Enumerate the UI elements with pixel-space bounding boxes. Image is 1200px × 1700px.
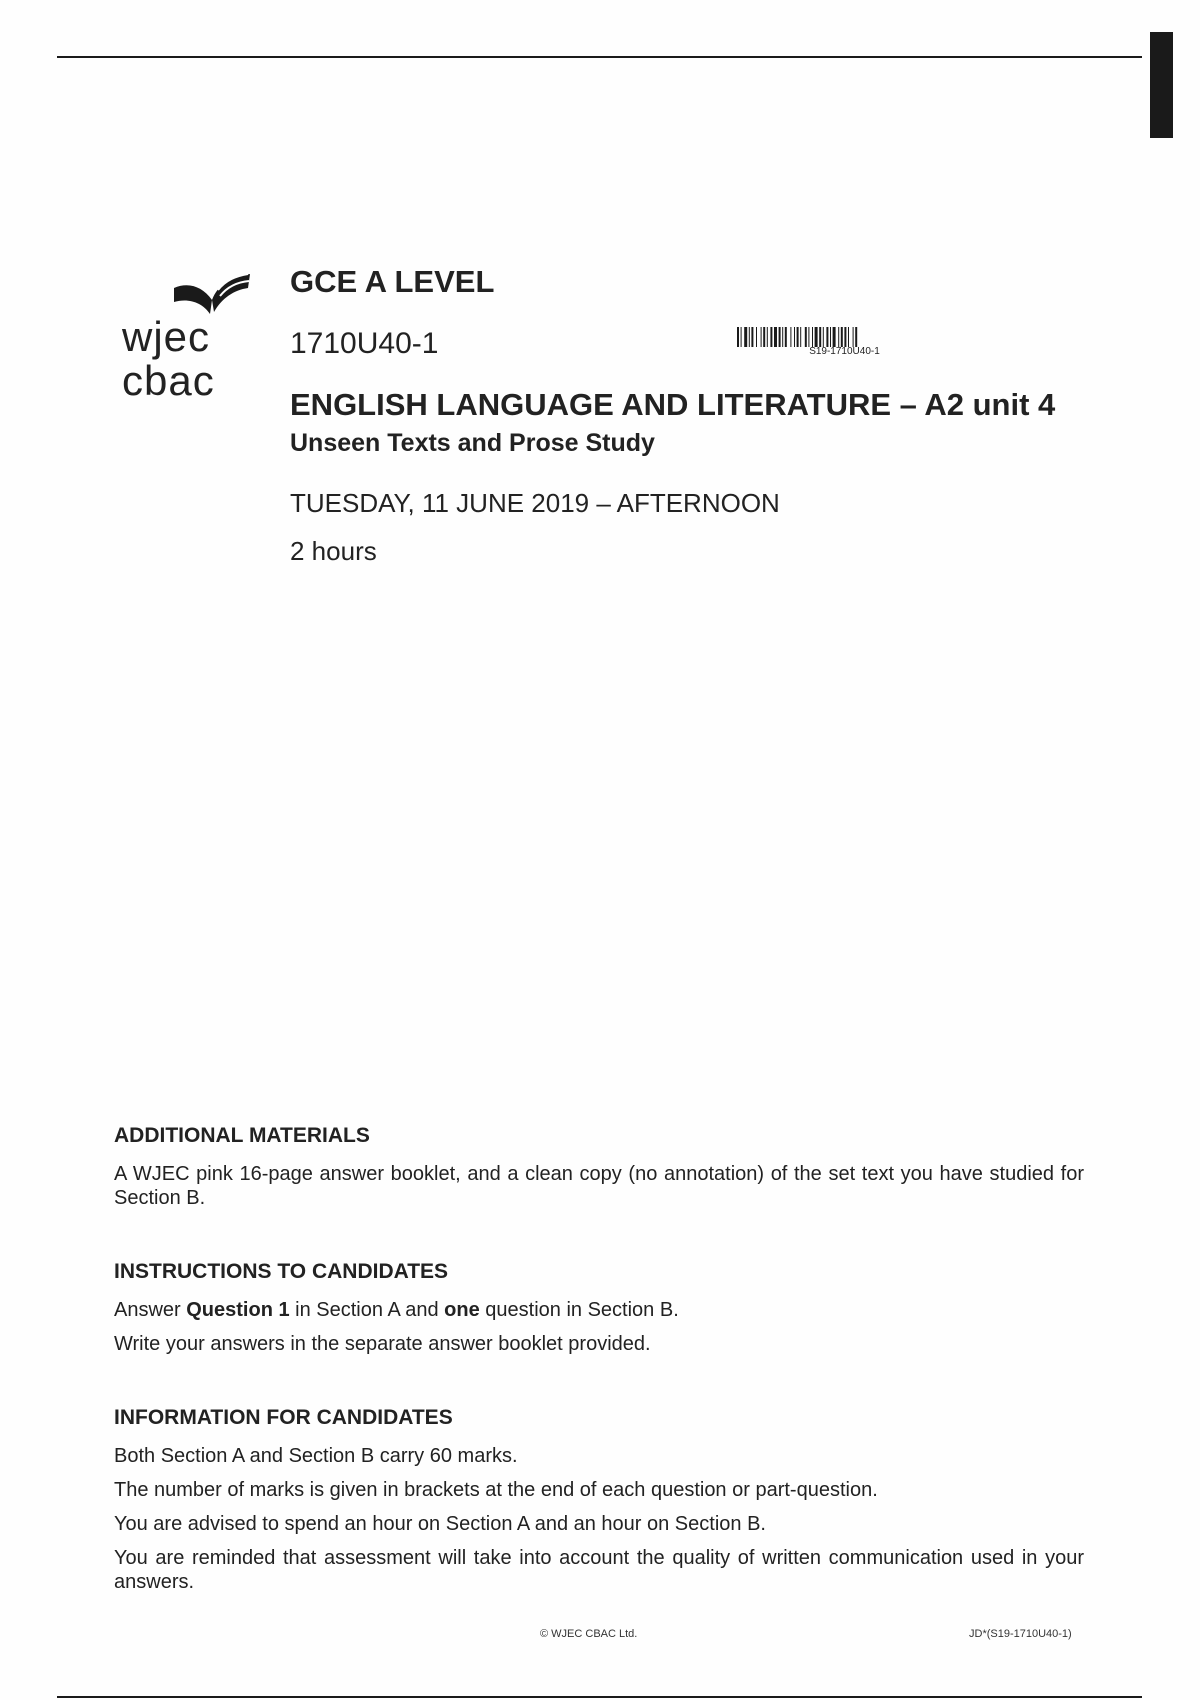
- text-run: in Section A and: [289, 1299, 445, 1321]
- barcode-bar: [797, 327, 799, 347]
- text-run: Answer: [114, 1299, 187, 1321]
- barcode-bar: [841, 327, 843, 347]
- instruction-line: Write your answers in the separate answer booklet provided.: [114, 1333, 651, 1355]
- barcode-bar: [833, 327, 836, 347]
- barcode-bar: [785, 327, 787, 347]
- section-heading: INFORMATION FOR CANDIDATES: [114, 1406, 453, 1429]
- barcode-bar: [756, 327, 757, 347]
- edge-tab-marker: [1150, 32, 1173, 138]
- barcode-bar: [774, 327, 777, 347]
- section-heading: INSTRUCTIONS TO CANDIDATES: [114, 1260, 449, 1283]
- instructions-section: [114, 1260, 1084, 1364]
- logo-text-wjec: wjec: [122, 313, 211, 360]
- qualification-title: GCE A LEVEL: [290, 264, 495, 299]
- barcode-bar: [853, 327, 854, 347]
- top-rule: [57, 56, 1142, 58]
- barcode-bar: [826, 327, 828, 347]
- barcode-bar: [770, 327, 772, 347]
- barcode-bar: [823, 327, 824, 347]
- exam-date: TUESDAY, 11 JUNE 2019 – AFTERNOON: [290, 488, 780, 518]
- barcode-bar: [749, 327, 750, 347]
- subject-title: ENGLISH LANGUAGE AND LITERATURE – A2 unit 4: [290, 387, 1056, 422]
- barcode-bar: [815, 327, 818, 347]
- additional-materials-section: [114, 1124, 1084, 1218]
- logo-text-cbac: cbac: [122, 357, 215, 404]
- barcode-bar: [744, 327, 747, 347]
- exam-duration: 2 hours: [290, 536, 377, 566]
- info-line: Both Section A and Section B carry 60 marks.: [114, 1445, 518, 1467]
- barcode-bar: [737, 327, 739, 347]
- text-bold: one: [444, 1299, 480, 1321]
- barcode: [737, 327, 952, 347]
- section-heading: ADDITIONAL MATERIALS: [114, 1124, 370, 1147]
- document-reference: JD*(S19-1710U40-1): [969, 1628, 1072, 1640]
- barcode-bar: [782, 327, 783, 347]
- instruction-line: [114, 1298, 1084, 1322]
- text-bold: Question 1: [186, 1299, 290, 1321]
- barcode-bar: [819, 327, 821, 347]
- info-line: The number of marks is given in brackets at the end of each question or part-question.: [114, 1479, 878, 1501]
- subject-subtitle: Unseen Texts and Prose Study: [290, 429, 655, 457]
- section-text: A WJEC pink 16-page answer booklet, and a clean copy (no annotation) of the set text you have studied for Section B.: [114, 1163, 1084, 1209]
- barcode-bar: [763, 327, 765, 347]
- barcode-bar: [805, 327, 807, 347]
- copyright-notice: © WJEC CBAC Ltd.: [540, 1628, 638, 1640]
- info-line: You are reminded that assessment will take into account the quality of written communication used in your answers.: [114, 1547, 1084, 1593]
- text-run: question in Section B.: [479, 1299, 679, 1321]
- barcode-bar: [808, 327, 809, 347]
- barcode-bar: [844, 327, 846, 347]
- barcode-bar: [838, 327, 839, 347]
- barcode-bar: [830, 327, 831, 347]
- barcode-bar: [767, 327, 768, 347]
- paper-code: 1710U40-1: [290, 327, 439, 360]
- barcode-bar: [751, 327, 753, 347]
- wjec-cbac-logo: [122, 270, 252, 410]
- barcode-bar: [761, 327, 762, 347]
- barcode-label: S19-1710U40-1: [809, 346, 880, 357]
- barcode-bar: [800, 327, 801, 347]
- barcode-bar: [812, 327, 813, 347]
- book-icon: [172, 270, 252, 318]
- barcode-bar: [794, 327, 795, 347]
- info-line: You are advised to spend an hour on Section A and an hour on Section B.: [114, 1513, 766, 1535]
- barcode-bar: [741, 327, 742, 347]
- barcode-bar: [790, 327, 791, 347]
- bottom-rule: [57, 1696, 1142, 1698]
- barcode-bar: [855, 327, 857, 347]
- information-section: [114, 1406, 1084, 1602]
- barcode-bar: [848, 327, 849, 347]
- barcode-bar: [779, 327, 781, 347]
